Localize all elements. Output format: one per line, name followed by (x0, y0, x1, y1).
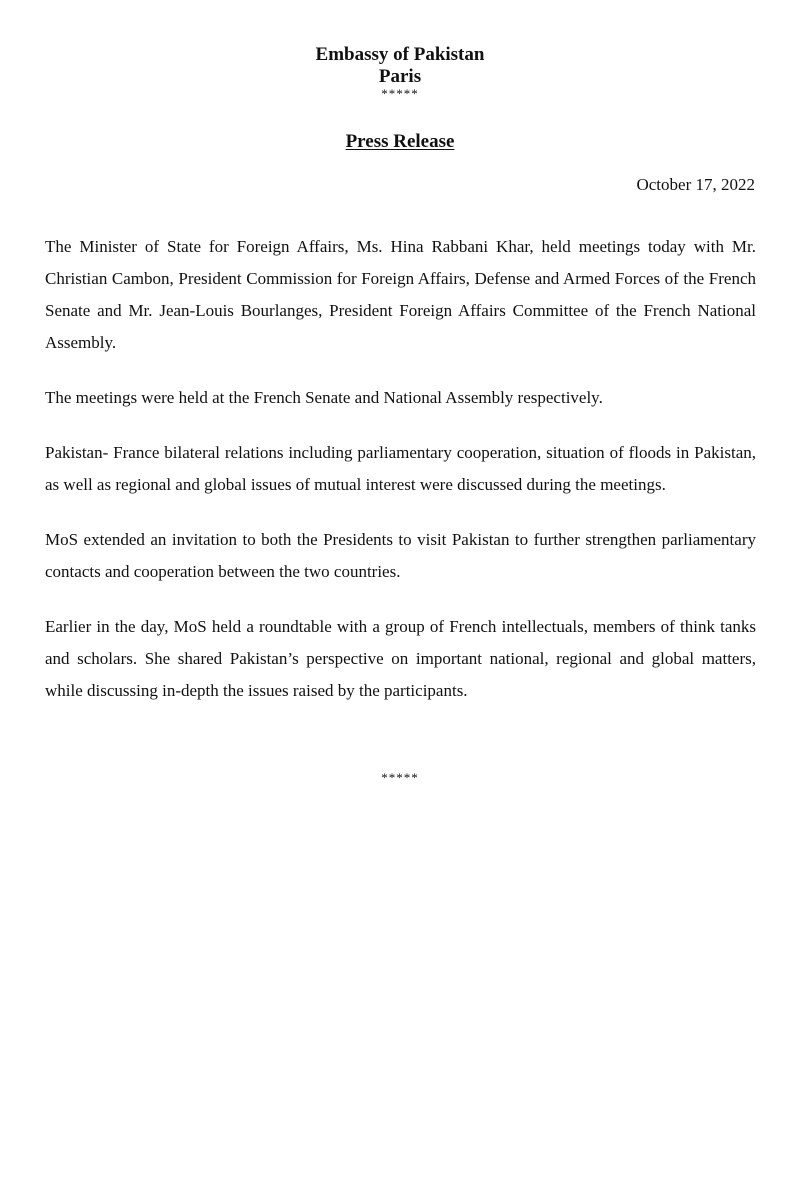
press-release-body (45, 231, 756, 730)
paragraph-roundtable: Earlier in the day, MoS held a roundtable with a group of French intellectuals, members of think tanks and scholars. She shared Pakistan’s perspective on important national, regional and global matters, while discussing in-depth the issues raised by the participants. (45, 617, 756, 700)
paragraph-discussion: Pakistan- France bilateral relations including parliamentary cooperation, situation of floods in Pakistan, as well as regional and global issues of mutual interest were discussed during the meetings. (45, 443, 756, 494)
city-name: Paris (378, 66, 422, 87)
paragraph-invitation: MoS extended an invitation to both the Presidents to visit Pakistan to further strengthen parliamentary contacts and cooperation between the two countries. (45, 530, 756, 581)
paragraph-meetings: The Minister of State for Foreign Affairs, Ms. Hina Rabbani Khar, held meetings today with Mr. Christian Cambon, President Commission for Foreign Affairs, Defense and Armed Forces of the French Senate and Mr. Jean-Louis Bourlanges, President Foreign Affairs Committee of the French National Assembly. (45, 237, 756, 352)
letterhead (0, 44, 800, 100)
header-separator: ***** (381, 86, 419, 101)
document-title-text: Press Release (345, 131, 455, 152)
document-title (0, 131, 800, 153)
document-date: October 17, 2022 (636, 175, 755, 194)
organization-name: Embassy of Pakistan (315, 44, 485, 65)
paragraph-venue: The meetings were held at the French Senate and National Assembly respectively. (45, 388, 603, 407)
footer-separator: ***** (381, 770, 419, 785)
